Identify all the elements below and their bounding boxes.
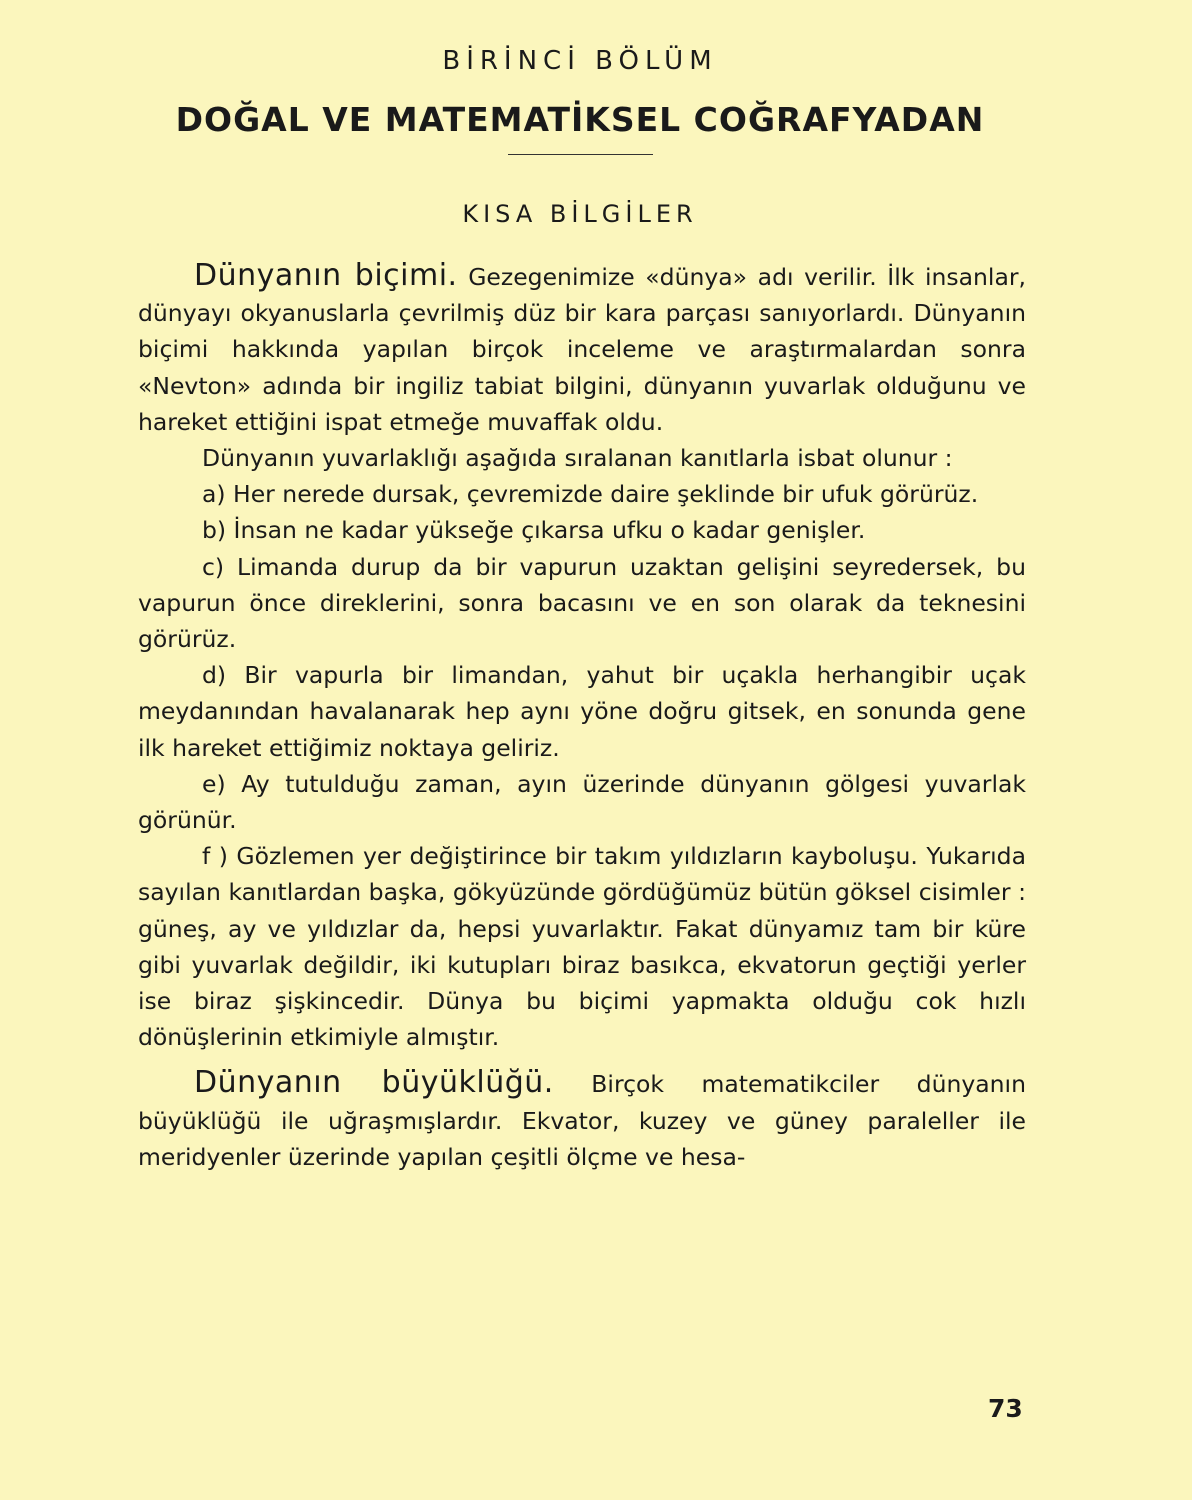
title-divider [508,154,653,155]
list-item-c: c) Limanda durup da bir vapurun uzaktan gelişini seyredersek, bu vapurun önce direklerini, sonra bacasını ve en son olarak da teknesini görürüz. [138,552,1026,654]
run-in-heading-shape: Dünyanın biçimi. [194,258,458,293]
list-item-f: f ) Gözlemen yer değiştirince bir takım yıldızların kayboluşu. Yukarıda sayılan kanıtlardan başka, gökyüzünde gördüğümüz bütün göksel cisimler : güneş, ay ve yıldızlar da, hepsi yuvarlaktır. Fakat dünyamız tam bir küre gibi yuvarlak değildir, iki kutupları biraz basıkca, ekvatorun geçtiği yerler ise biraz şişkincedir. Dünya bu biçimi yapmakta olduğu cok hızlı dönüşlerinin etkimiyle almıştır. [138,842,1026,1052]
body-text [138,258,1026,1175]
paragraph-size [138,1065,1026,1175]
list-item-a: a) Her nerede dursak, çevremizde daire şeklinde bir ufuk görürüz. [202,480,979,509]
list-item-d: d) Bir vapurla bir limandan, yahut bir uçakla herhangibir uçak meydanından havalanarak hep aynı yöne doğru gitsek, en sonunda gene ilk hareket ettiğimiz noktaya geliriz. [138,661,1026,762]
run-in-heading-size: Dünyanın büyüklüğü. [194,1065,554,1101]
size-text: Birçok matematikciler dünyanın büyüklüğü ile uğraşmışlardır. Ekvator, kuzey ve güney paraleller ile meridyenler üzerinde yapılan çeşitli ölçme ve hesa- [138,1070,1026,1171]
chapter-heading: BİRİNCİ BÖLÜM [442,46,718,76]
paragraph-shape [138,258,1026,440]
paragraph-intro-list: Dünyanın yuvarlaklığı aşağıda sıralanan kanıtlarla isbat olunur : [202,444,953,473]
shape-text: Gezegenimize «dünya» adı verilir. İlk insanlar, dünyayı okyanuslarla çevrilmiş düz bir kara parçası sanıyorlardı. Dünyanın biçimi hakkında yapılan birçok inceleme ve araştırmalardan sonra «Nevton» adında bir ingiliz tabiat bilgini, dünyanın yuvarlak olduğunu ve hareket ettiğini ispat etmeğe muvaffak oldu. [138,263,1026,436]
list-item-b: b) İnsan ne kadar yükseğe çıkarsa ufku o kadar genişler. [202,516,866,545]
list-item-e: e) Ay tutulduğu zaman, ayın üzerinde dünyanın gölgesi yuvarlak görünür. [138,769,1026,835]
section-subtitle: KISA BİLGİLER [462,200,698,228]
chapter-title: DOĞAL VE MATEMATİKSEL COĞRAFYADAN [175,100,985,139]
page-number: 73 [988,1394,1023,1423]
